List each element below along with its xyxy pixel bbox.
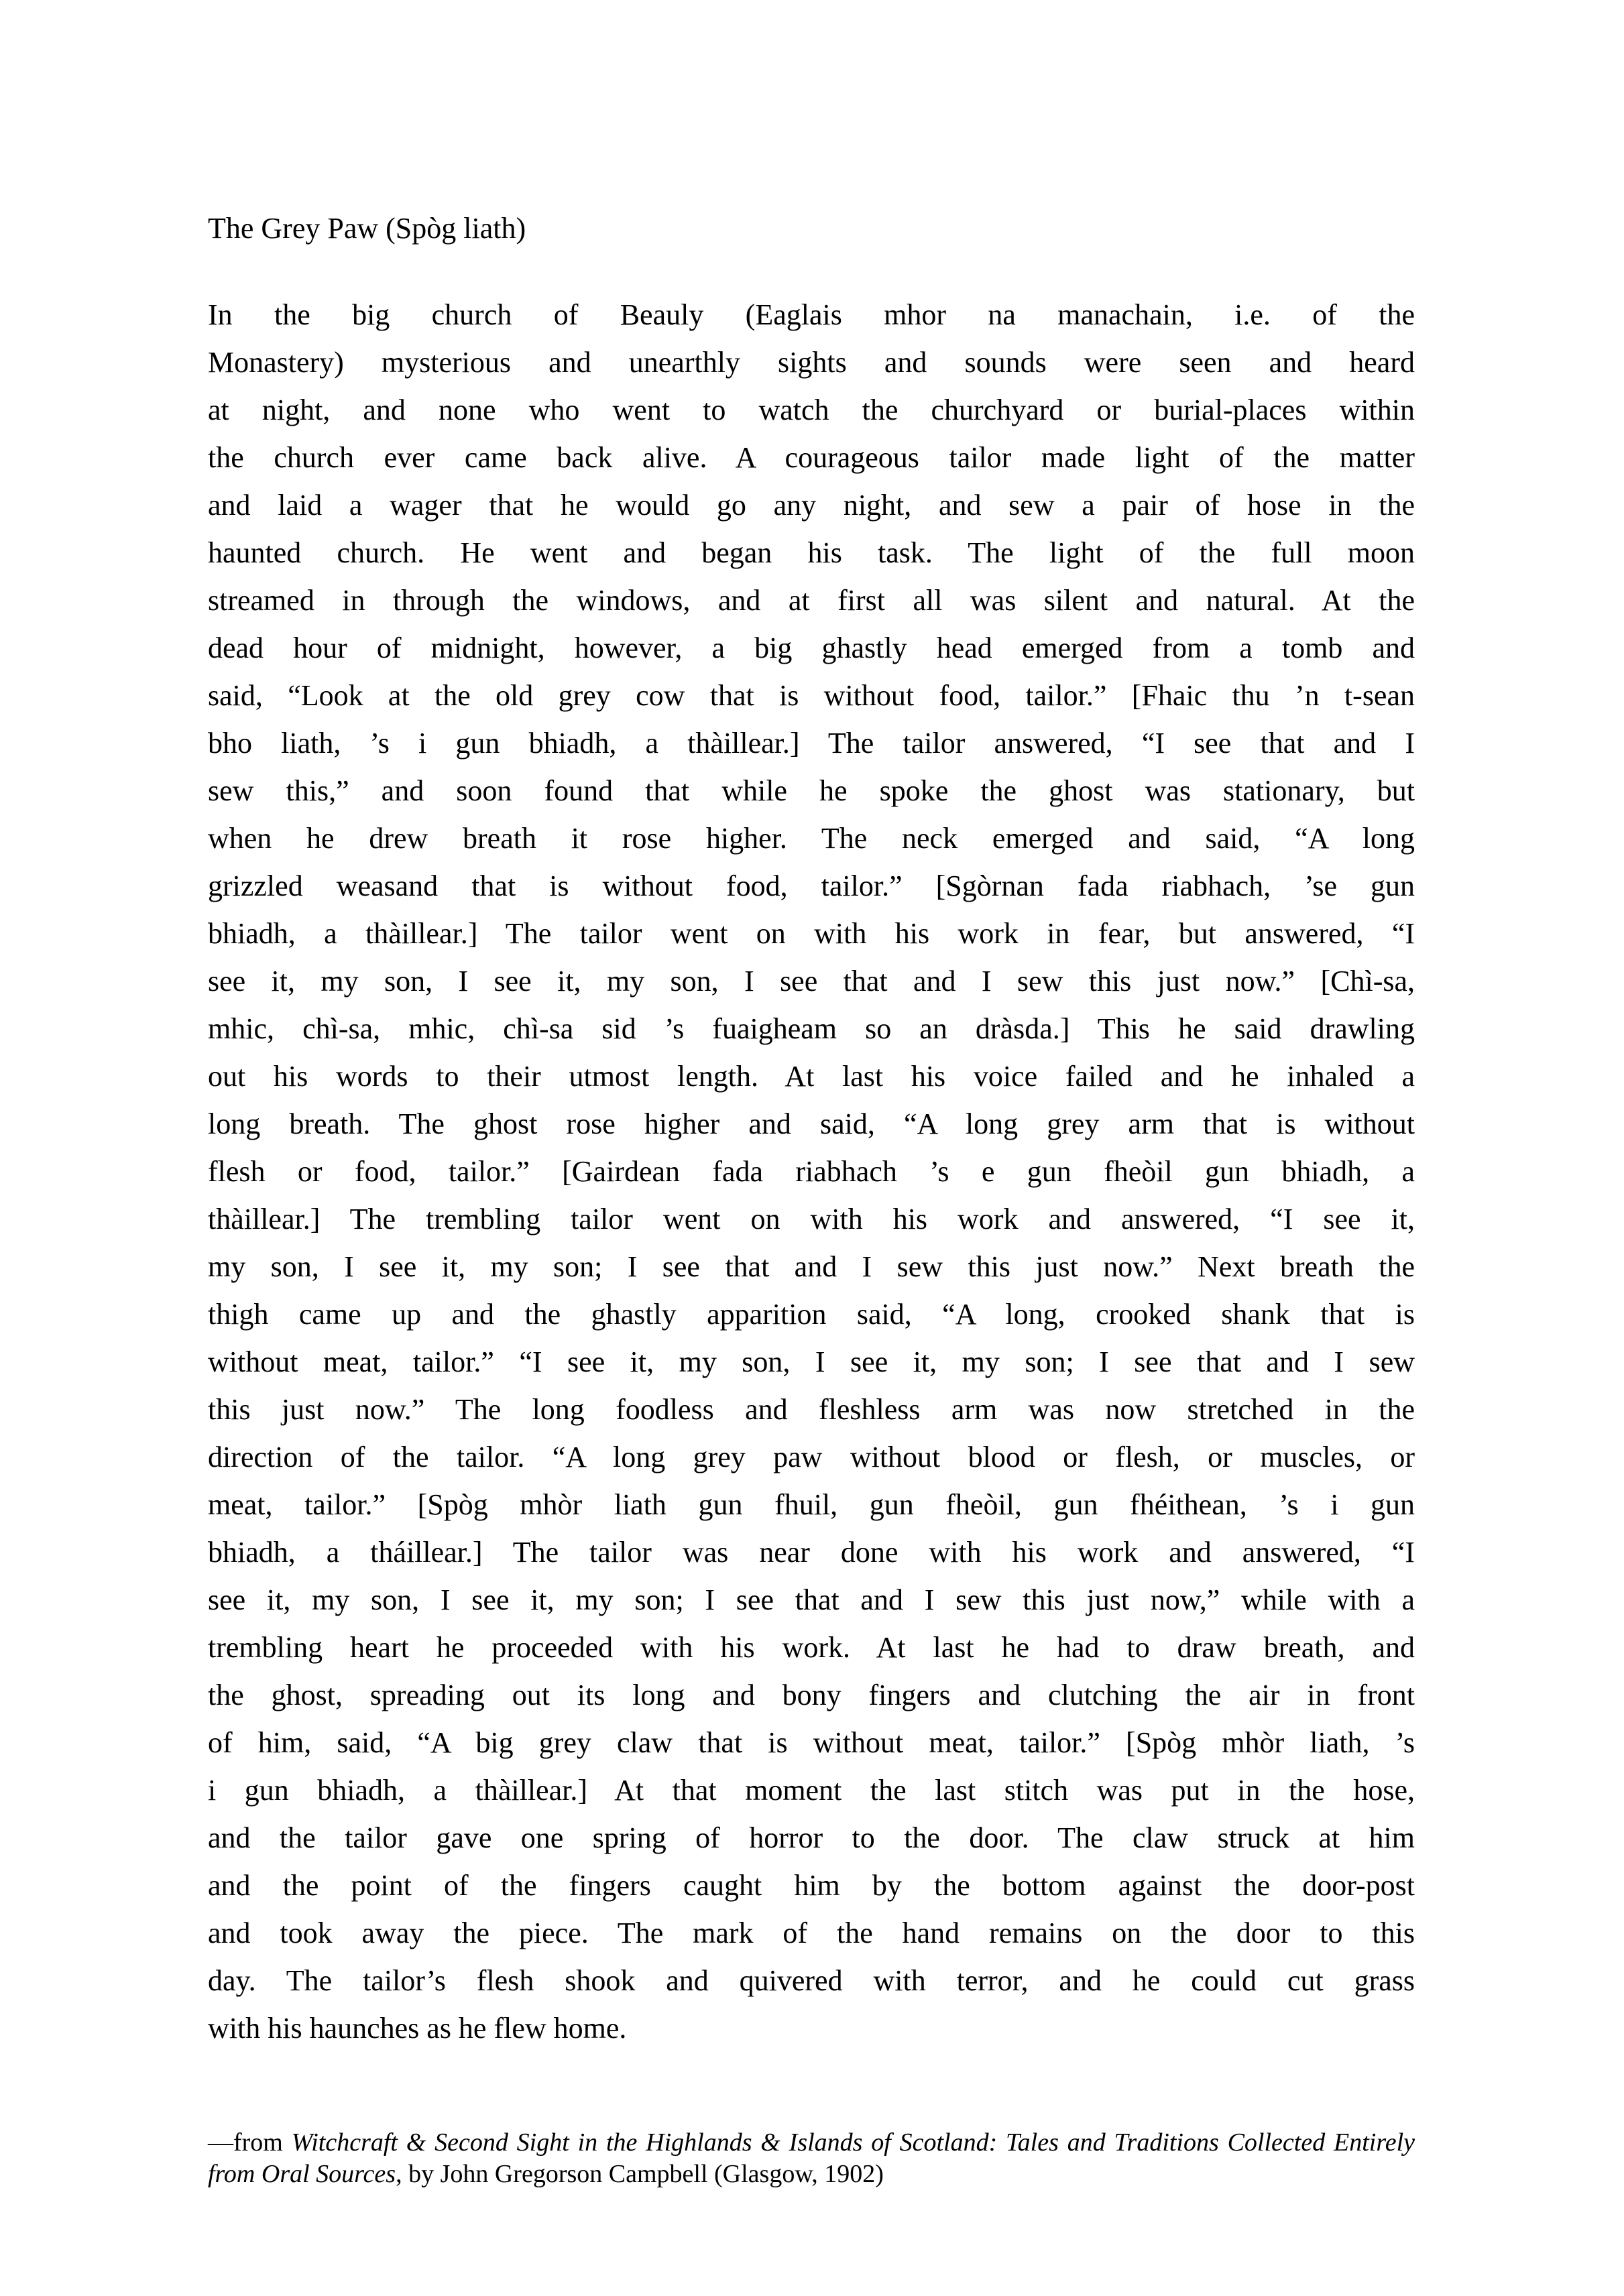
story-line: haunted church. He went and began his task. The light of the full moon xyxy=(208,536,1415,569)
story-line: meat, tailor.” [Spòg mhòr liath gun fhuil, gun fheòil, gun fhéithean, ’s i gun xyxy=(208,1488,1415,1521)
story-line: the ghost, spreading out its long and bony fingers and clutching the air in front xyxy=(208,1679,1415,1711)
story-line: with his haunches as he flew home. xyxy=(208,2012,627,2045)
story-line: In the big church of Beauly (Eaglais mhor na manachain, i.e. of the xyxy=(208,298,1415,331)
story-line: trembling heart he proceeded with his work. At last he had to draw breath, and xyxy=(208,1631,1415,1664)
story-line: of him, said, “A big grey claw that is without meat, tailor.” [Spòg mhòr liath, ’s xyxy=(208,1726,1415,1759)
story-line: i gun bhiadh, a thàillear.] At that moment the last stitch was put in the hose, xyxy=(208,1774,1415,1807)
story-line: and the tailor gave one spring of horror to the door. The claw struck at him xyxy=(208,1821,1415,1854)
story-line: long breath. The ghost rose higher and said, “A long grey arm that is without xyxy=(208,1107,1415,1140)
story-line: the church ever came back alive. A courageous tailor made light of the matter xyxy=(208,441,1415,474)
story-line: without meat, tailor.” “I see it, my son, I see it, my son; I see that and I sew xyxy=(208,1345,1415,1378)
story-paragraph xyxy=(208,291,1415,2052)
story-line: direction of the tailor. “A long grey paw without blood or flesh, or muscles, or xyxy=(208,1441,1415,1473)
story-line: flesh or food, tailor.” [Gairdean fada riabhach ’s e gun fheòil gun bhiadh, a xyxy=(208,1155,1415,1188)
story-line: sew this,” and soon found that while he spoke the ghost was stationary, but xyxy=(208,774,1415,807)
story-line: bhiadh, a tháillear.] The tailor was near done with his work and answered, “I xyxy=(208,1536,1415,1569)
citation-suffix: , by John Gregorson Campbell (Glasgow, 1902) xyxy=(396,2160,884,2188)
story-line: and laid a wager that he would go any night, and sew a pair of hose in the xyxy=(208,489,1415,522)
story-line: at night, and none who went to watch the churchyard or burial-places within xyxy=(208,394,1415,426)
story-line: said, “Look at the old grey cow that is without food, tailor.” [Fhaic thu ’n t-sean xyxy=(208,679,1415,712)
story-line: and the point of the fingers caught him by the bottom against the door-post xyxy=(208,1869,1415,1902)
story-line: Monastery) mysterious and unearthly sights and sounds were seen and heard xyxy=(208,346,1415,379)
story-line: when he drew breath it rose higher. The neck emerged and said, “A long xyxy=(208,822,1415,855)
story-line: see it, my son, I see it, my son, I see that and I sew this just now.” [Chì-sa, xyxy=(208,965,1415,998)
story-line: day. The tailor’s flesh shook and quivered with terror, and he could cut grass xyxy=(208,1964,1415,1997)
citation xyxy=(208,2127,1415,2190)
page-title: The Grey Paw (Spòg liath) xyxy=(208,212,526,245)
story-line: my son, I see it, my son; I see that and I sew this just now.” Next breath the xyxy=(208,1250,1415,1283)
story-line: this just now.” The long foodless and fleshless arm was now stretched in the xyxy=(208,1393,1415,1426)
story-line: dead hour of midnight, however, a big ghastly head emerged from a tomb and xyxy=(208,631,1415,664)
story-line: grizzled weasand that is without food, tailor.” [Sgòrnan fada riabhach, ’se gun xyxy=(208,869,1415,902)
document-page xyxy=(208,204,1415,2190)
story-line: mhic, chì-sa, mhic, chì-sa sid ’s fuaigheam so an dràsda.] This he said drawling xyxy=(208,1012,1415,1045)
citation-book-title: Witchcraft & Second Sight in the Highlands & Islands of Scotland: Tales and Traditions Collected Entirely from Oral Sources xyxy=(208,2128,1415,2188)
story-line: streamed in through the windows, and at first all was silent and natural. At the xyxy=(208,584,1415,617)
citation-prefix: —from xyxy=(208,2128,292,2157)
story-line: and took away the piece. The mark of the hand remains on the door to this xyxy=(208,1917,1415,1949)
story-line: see it, my son, I see it, my son; I see that and I sew this just now,” while with a xyxy=(208,1583,1415,1616)
story-line: bho liath, ’s i gun bhiadh, a thàillear.] The tailor answered, “I see that and I xyxy=(208,727,1415,760)
story-line: thigh came up and the ghastly apparition said, “A long, crooked shank that is xyxy=(208,1298,1415,1331)
story-line: bhiadh, a thàillear.] The tailor went on with his work in fear, but answered, “I xyxy=(208,917,1415,950)
story-line: out his words to their utmost length. At last his voice failed and he inhaled a xyxy=(208,1060,1415,1093)
story-line: thàillear.] The trembling tailor went on with his work and answered, “I see it, xyxy=(208,1203,1415,1235)
